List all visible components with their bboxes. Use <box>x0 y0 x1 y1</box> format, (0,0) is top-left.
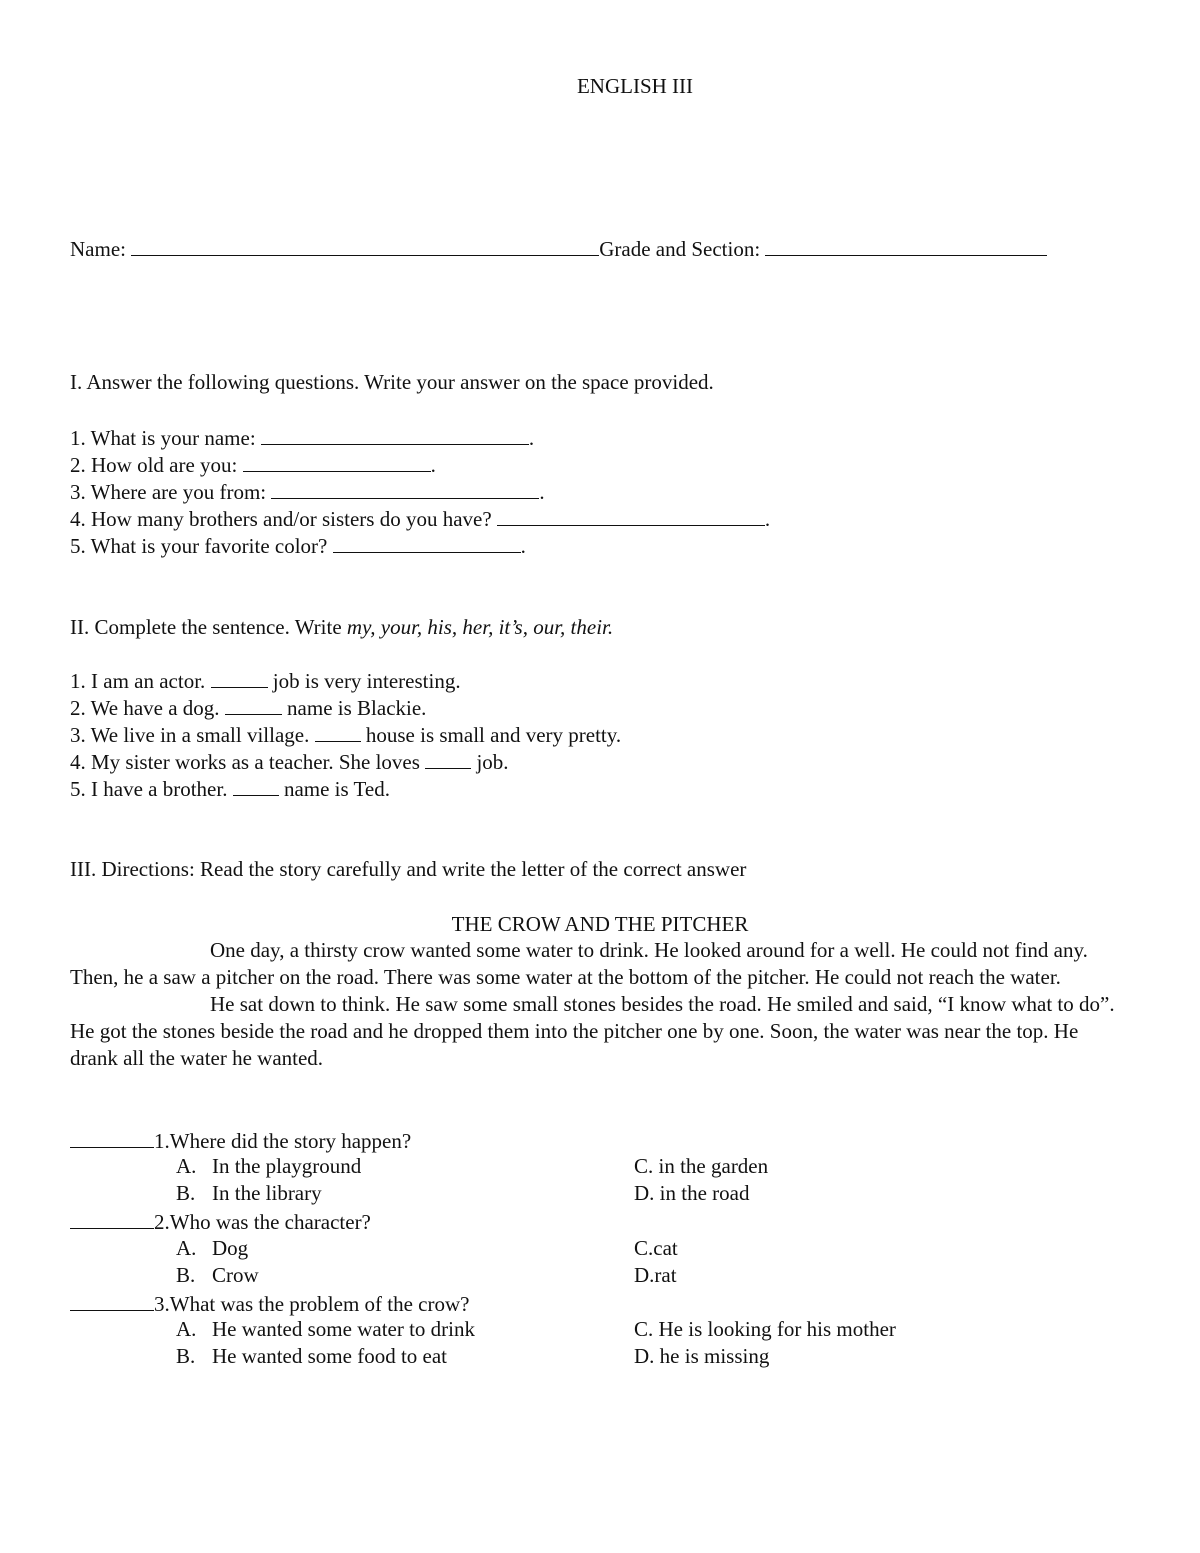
part1-question: 3. Where are you from: . <box>70 480 545 504</box>
name-line <box>70 235 1047 262</box>
grade-blank[interactable] <box>765 235 1047 256</box>
part1-question: 5. What is your favorite color? . <box>70 534 526 558</box>
part1-question: 2. How old are you: . <box>70 453 436 477</box>
part2-item: 1. I am an actor. job is very interesting. <box>70 669 461 693</box>
part1-instruction: I. Answer the following questions. Write your answer on the space provided. <box>70 370 714 394</box>
mc-question: 2.Who was the character? <box>70 1208 371 1235</box>
mc-question: 3.What was the problem of the crow? <box>70 1290 469 1317</box>
part3-instruction: III. Directions: Read the story carefully and write the letter of the correct answer <box>70 857 747 881</box>
story-paragraph: One day, a thirsty crow wanted some water to drink. He looked around for a well. He could not find any. Then, he a saw a pitcher on the road. There was some water at the bottom of the pitcher. He could not reach the water. <box>70 938 1088 989</box>
answer-blank[interactable] <box>261 424 529 445</box>
part2-item: 4. My sister works as a teacher. She loves job. <box>70 750 509 774</box>
part2-item: 5. I have a brother. name is Ted. <box>70 777 390 801</box>
part2-instruction: II. Complete the sentence. Write my, your, his, her, it’s, our, their. <box>70 615 614 639</box>
option-d: D. in the road <box>634 1181 750 1205</box>
answer-blank[interactable] <box>315 721 361 742</box>
answer-blank[interactable] <box>497 505 765 526</box>
answer-blank[interactable] <box>70 1290 154 1311</box>
option-d: D.rat <box>634 1263 677 1287</box>
answer-blank[interactable] <box>333 532 521 553</box>
part1-question: 4. How many brothers and/or sisters do you have? . <box>70 507 771 531</box>
page-title: ENGLISH III <box>576 74 694 98</box>
part2-item: 2. We have a dog. name is Blackie. <box>70 696 427 720</box>
answer-blank[interactable] <box>211 667 268 688</box>
pronoun-list: my, your, his, her, it’s, our, their. <box>346 615 614 639</box>
part2-item: 3. We live in a small village. house is small and very pretty. <box>70 723 622 747</box>
option-b: B. In the library <box>176 1181 322 1205</box>
option-b: B. Crow <box>176 1263 259 1287</box>
answer-blank[interactable] <box>425 748 471 769</box>
name-label: Name: <box>70 237 126 261</box>
mc-question: 1.Where did the story happen? <box>70 1127 411 1154</box>
answer-blank[interactable] <box>70 1208 154 1229</box>
option-a: A. In the playground <box>176 1154 362 1178</box>
answer-blank[interactable] <box>271 478 539 499</box>
grade-label: Grade and Section: <box>599 237 761 261</box>
story-title: THE CROW AND THE PITCHER <box>451 912 749 936</box>
option-a: A. Dog <box>176 1236 249 1260</box>
part1-question: 1. What is your name: . <box>70 426 535 450</box>
name-blank[interactable] <box>131 235 599 256</box>
option-c: C.cat <box>634 1236 678 1260</box>
answer-blank[interactable] <box>225 694 282 715</box>
option-a: A. He wanted some water to drink <box>176 1317 476 1341</box>
option-c: C. in the garden <box>634 1154 769 1178</box>
option-d: D. he is missing <box>634 1344 770 1368</box>
answer-blank[interactable] <box>243 451 431 472</box>
story-paragraph: He sat down to think. He saw some small stones besides the road. He smiled and said, “I know what to do”. He got the stones beside the road and he dropped them into the pitcher one by one. Soon, the water was near the top. He drank all the water he wanted. <box>70 992 1115 1070</box>
story-body <box>70 937 1126 1072</box>
answer-blank[interactable] <box>233 775 279 796</box>
option-b: B. He wanted some food to eat <box>176 1344 448 1368</box>
answer-blank[interactable] <box>70 1127 154 1148</box>
option-c: C. He is looking for his mother <box>634 1317 896 1341</box>
